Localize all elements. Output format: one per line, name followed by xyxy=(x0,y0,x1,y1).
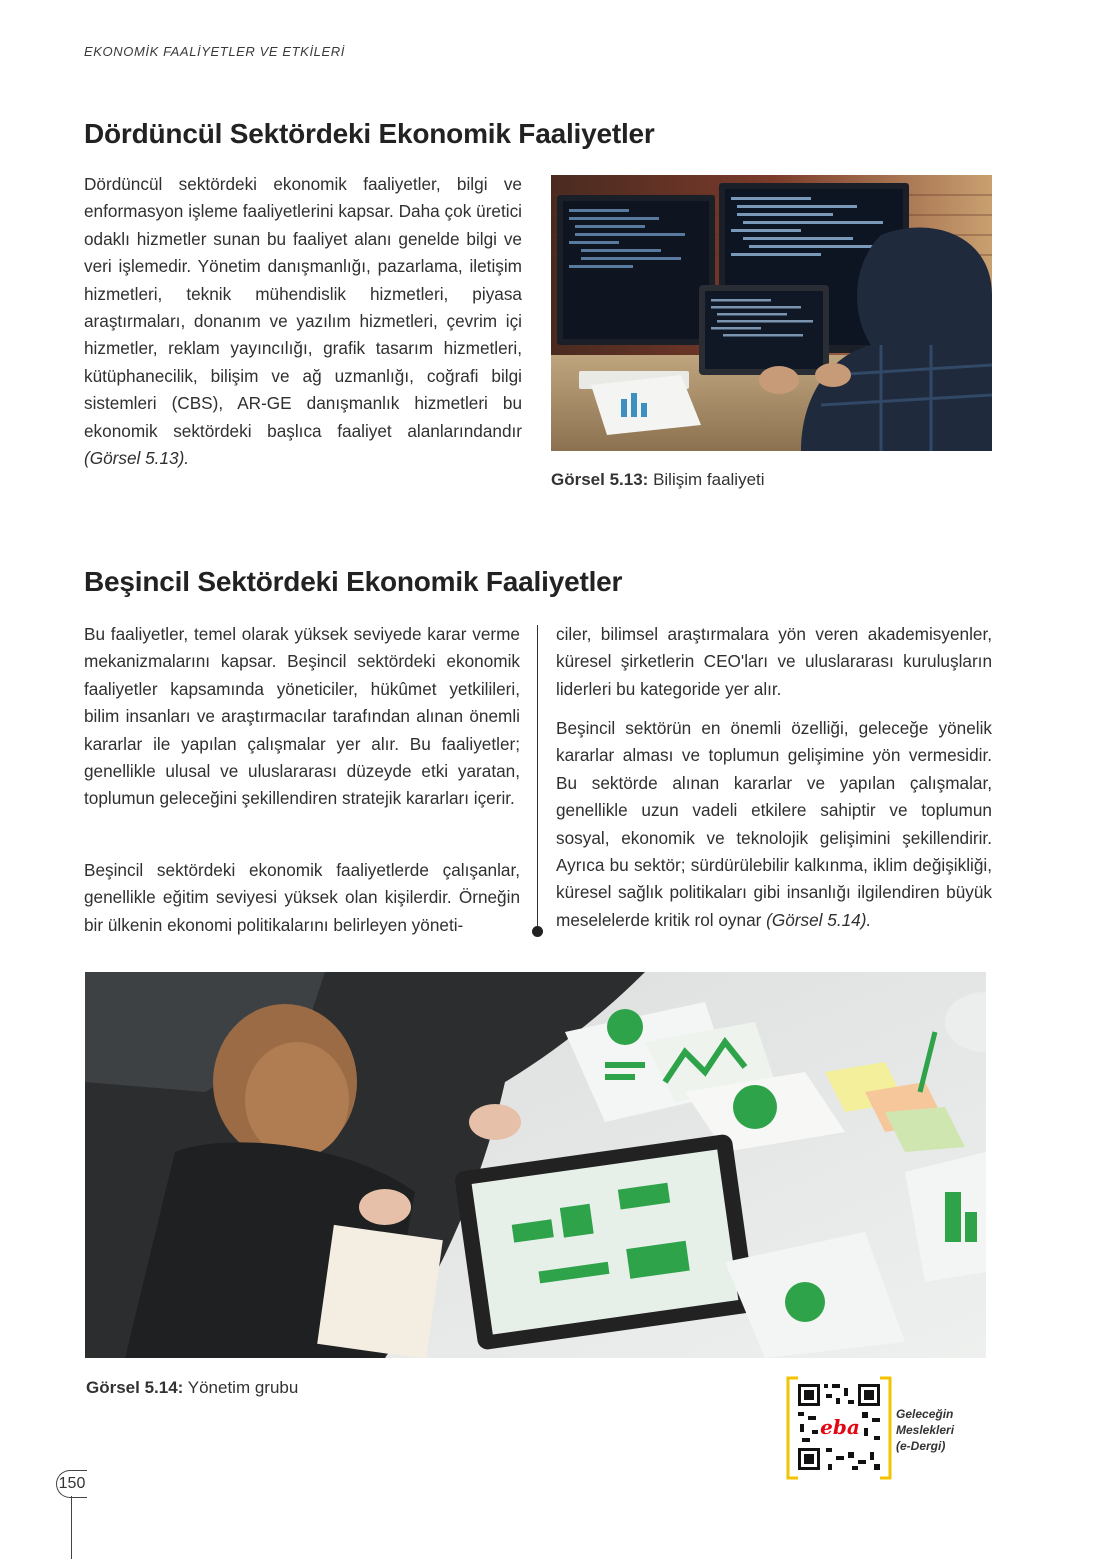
figure-reference: (Görsel 5.14). xyxy=(766,909,872,930)
eba-logo: eba xyxy=(820,1415,860,1439)
quaternary-paragraph: Dördüncül sektördeki ekonomik faaliyetler, bilgi ve enformasyon işleme faaliyetlerini kapsar. Daha çok üretici odaklı hizmetler sunan bu faaliyet alanı genelde bilgi ve veri işlemedir. Yönetim danışmanlığı, pazarlama, iletişim hizmetleri, teknik mühendislik hizmetleri, piyasa araştırmaları, donanım ve yazılım hizmetleri, çevrim içi hizmetler, reklam yayıncılığı, grafik tasarım hizmetleri, kütüphanecilik, bilişim ve ağ uzmanlığı, coğrafi bilgi sistemleri (CBS), AR-GE danışmanlık hizmetleri bu ekonomik sektördeki başlıca faaliyet alanlarındandır (Görsel 5.13). xyxy=(84,174,522,469)
page-number: 150 xyxy=(56,1470,87,1498)
column-divider-dot xyxy=(532,926,543,937)
quintenary-paragraph-3: ciler, bilimsel araştırmalara yön veren akademisyenler, küresel şirketlerin CEO'ları ve uluslararası kuruluşların liderleri bu kategoride yer alır. xyxy=(556,624,992,699)
caption-gorsel-5-14: Görsel 5.14: Yönetim grubu xyxy=(86,1378,299,1397)
column-divider xyxy=(537,625,538,931)
photo-management-group xyxy=(85,972,986,1358)
caption-gorsel-5-13: Görsel 5.13: Bilişim faaliyeti xyxy=(551,470,765,489)
page-number-rule xyxy=(71,1496,72,1559)
figure-reference: (Görsel 5.13). xyxy=(84,448,190,469)
section-title-quaternary: Dördüncül Sektördeki Ekonomik Faaliyetler xyxy=(84,118,655,149)
running-head: EKONOMİK FAALİYETLER VE ETKİLERİ xyxy=(84,44,345,59)
qr-label: Geleceğin Meslekleri (e-Dergi) xyxy=(896,1407,955,1453)
section-title-quintenary: Beşincil Sektördeki Ekonomik Faaliyetler xyxy=(84,566,623,597)
quintenary-paragraph-2: Beşincil sektördeki ekonomik faaliyetlerde çalışanlar, genellikle eğitim seviyesi yüksek olan kişilerdir. Örneğin bir ülkenin ekonomi politikalarını belirleyen yöneti- xyxy=(84,860,520,935)
photo-computing-activity xyxy=(551,175,992,451)
quintenary-paragraph-1: Bu faaliyetler, temel olarak yüksek seviyede karar verme mekanizmalarını kapsar. Beşincil sektördeki ekonomik faaliyetler kapsamında yöneticiler, hükûmet yetkilileri, bilim insanları ve araştırmacılar tarafından alınan önemli kararlar ile yapılan çalışmalar yer alır. Bu faaliyetler; genellikle ulusal ve uluslararası düzeyde etki yaratan, toplumun geleceğini şekillendiren stratejik kararları içerir. xyxy=(84,624,520,809)
quintenary-paragraph-4: Beşincil sektörün en önemli özelliği, geleceğe yönelik kararlar alması ve toplumun gelişimine yön vermesidir. Bu sektörde alınan kararlar ve yapılan çalışmalar, genellikle uzun vadeli etkilere sahiptir ve toplumun sosyal, ekonomik ve teknolojik gelişimini şekillendirir. Ayrıca bu sektör; sürdürülebilir kalkınma, iklim değişikliği, küresel sağlık politikaları gibi insanlığı ilgilendiren büyük meselelerde kritik rol oynar (Görsel 5.14). xyxy=(556,718,992,930)
